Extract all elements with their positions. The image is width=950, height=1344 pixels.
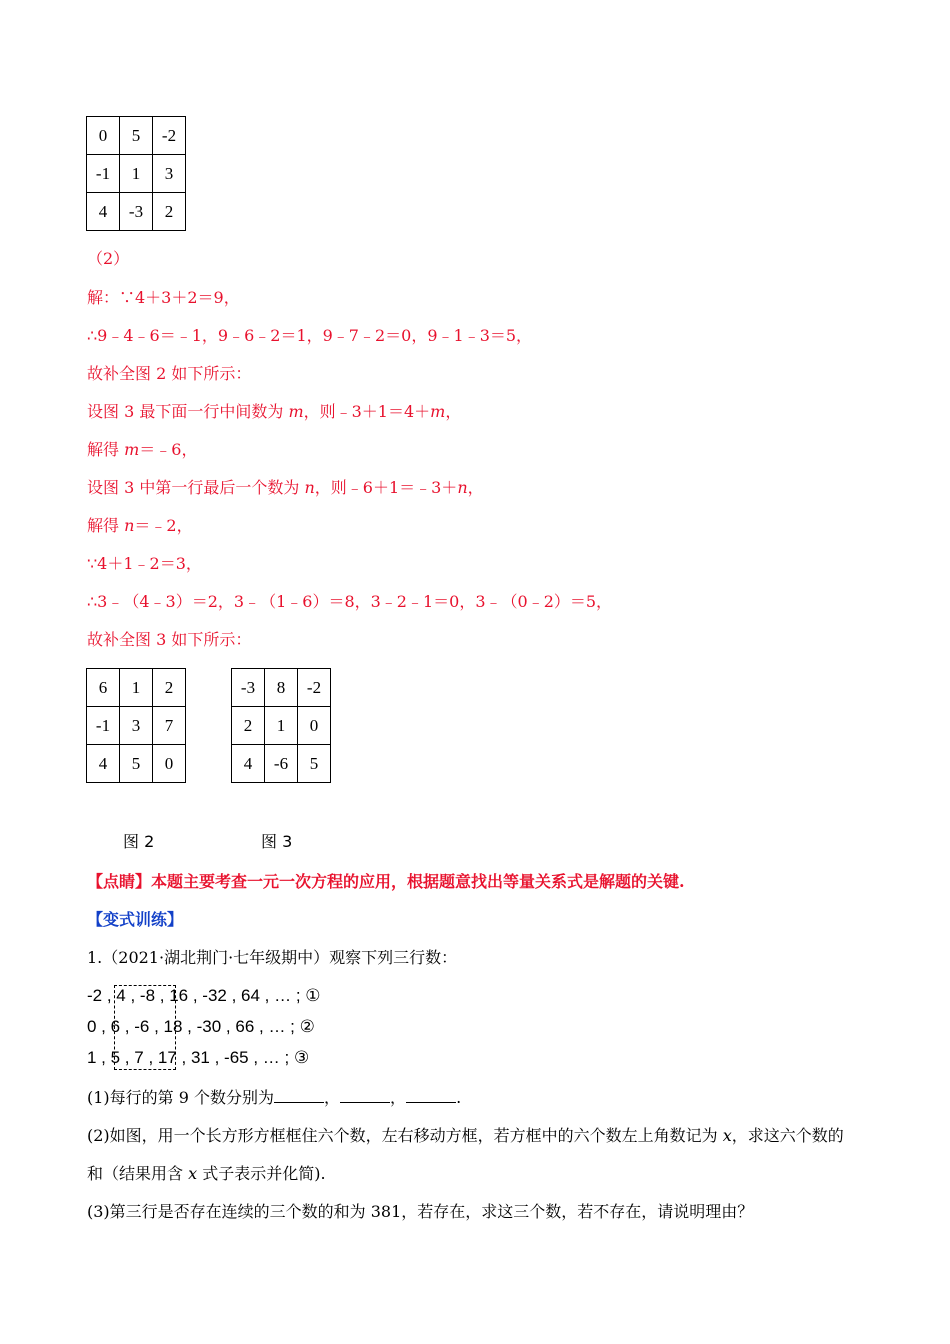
grid-cell: -1 [87,707,120,745]
text-segment: ， [390,1088,407,1107]
grid-cell: 4 [87,193,120,231]
number-grid-1 [86,116,186,231]
solution-line-2: ∴9﹣4﹣6＝﹣1，9﹣6﹣2＝1，9﹣7﹣2＝0，9﹣1﹣3＝5， [87,326,533,345]
text-segment: ，则﹣3＋1＝4＋ [303,402,431,421]
question-2-line-1 [87,1125,844,1147]
number-grid-3 [231,668,331,783]
grid-cell: 0 [153,745,186,783]
grid-cell: -2 [153,117,186,155]
variable: m [430,402,446,421]
grid-cell: 7 [153,707,186,745]
solution-line-6 [87,477,484,499]
sequence-text: , 17 , 31 , -65 , … ; ③ [143,1048,310,1067]
text-segment: 解得 [87,516,125,535]
question-3: (3)第三行是否存在连续的三个数的和为 381，若存在，求这三个数，若不存在，请说明理由？ [87,1202,754,1221]
text-segment: ， [445,402,462,421]
variable: x [722,1126,732,1145]
grid-cell: 4 [232,745,265,783]
grid-cell: 8 [265,669,298,707]
variable: m [124,440,140,459]
question-2-line-2 [87,1163,326,1185]
grid-cell: 3 [153,155,186,193]
grid-cell: 5 [120,745,153,783]
solution-line-7 [87,515,193,537]
text-segment: 设图 3 中第一行最后一个数为 [87,478,305,497]
answer-blank[interactable] [274,1087,324,1103]
sequence-text: -2 , [87,986,117,1005]
text-segment: ， [467,478,484,497]
grid-cell: 2 [232,707,265,745]
text-segment: 设图 3 最下面一行中间数为 [87,402,289,421]
grid-cell: 1 [120,669,153,707]
text-segment: . [456,1088,462,1107]
text-segment: (1)每行的第 9 个数分别为 [87,1088,275,1107]
text-segment: 解得 [87,440,125,459]
variable: m [288,402,304,421]
sequence-row-3 [87,1047,309,1069]
grid-cell: -3 [232,669,265,707]
solution-line-9: ∴3﹣（4﹣3）＝2，3﹣（1﹣6）＝8，3﹣2﹣1＝0，3﹣（0﹣2）＝5， [87,592,613,611]
sequence-text-framed: 4 , -8 [116,986,156,1005]
key-point-comment: 【点睛】本题主要考查一元一次方程的应用，根据题意找出等量关系式是解题的关键. [87,872,685,891]
problem-intro: 1.（2021·湖北荆门·七年级期中）观察下列三行数： [87,948,458,967]
text-segment: 和（结果用含 [87,1164,189,1183]
grid-cell: -6 [265,745,298,783]
grid-cell: -1 [87,155,120,193]
sequence-text-framed: 6 , -6 [110,1017,150,1036]
solution-line-10: 故补全图 3 如下所示： [87,630,252,649]
grid-cell: 2 [153,669,186,707]
number-grid-2 [86,668,186,783]
sequence-text: , 16 , -32 , 64 , … ; ① [155,986,321,1005]
grid-cell: 0 [298,707,331,745]
solution-line-8: ∵4＋1﹣2＝3， [87,554,202,573]
grid-cell: 5 [298,745,331,783]
sequence-row-2 [87,1016,315,1038]
figure-2-caption: 图 2 [123,832,155,851]
solution-line-5 [87,439,197,461]
grid-cell: 6 [87,669,120,707]
variable: n [124,516,135,535]
text-segment: ＝﹣2， [134,516,193,535]
text-segment: ， [324,1088,341,1107]
grid-cell: -2 [298,669,331,707]
solution-line-3: 故补全图 2 如下所示： [87,364,252,383]
grid-cell: 4 [87,745,120,783]
grid-cell: 5 [120,117,153,155]
grid-cell: 2 [153,193,186,231]
question-1 [87,1087,461,1109]
section-title: 【变式训练】 [87,910,184,929]
text-segment: (2)如图，用一个长方形方框框住六个数，左右移动方框，若方框中的六个数左上角数记为 [87,1126,723,1145]
variable: x [188,1164,198,1183]
grid-cell: 3 [120,707,153,745]
grid-cell: 1 [120,155,153,193]
sequence-row-1 [87,985,321,1007]
grid-cell: -3 [120,193,153,231]
answer-blank[interactable] [406,1087,456,1103]
variable: n [304,478,315,497]
text-segment: ，则﹣6＋1＝﹣3＋ [314,478,458,497]
sequence-text: 1 , [87,1048,111,1067]
text-segment: ＝﹣6， [139,440,198,459]
solution-line-1: 解：∵4＋3＋2＝9， [87,288,240,307]
variable: n [457,478,468,497]
grid-cell: 1 [265,707,298,745]
answer-blank[interactable] [340,1087,390,1103]
part-label: （2） [87,249,130,268]
figure-3-caption: 图 3 [261,832,293,851]
sequence-text: 0 , [87,1017,111,1036]
sequence-text: , 18 , -30 , 66 , … ; ② [149,1017,315,1036]
grid-cell: 0 [87,117,120,155]
text-segment: ，求这六个数的 [731,1126,844,1145]
text-segment: 式子表示并化简). [197,1164,326,1183]
sequence-text-framed: 5 , 7 [110,1048,144,1067]
solution-line-4 [87,401,461,423]
